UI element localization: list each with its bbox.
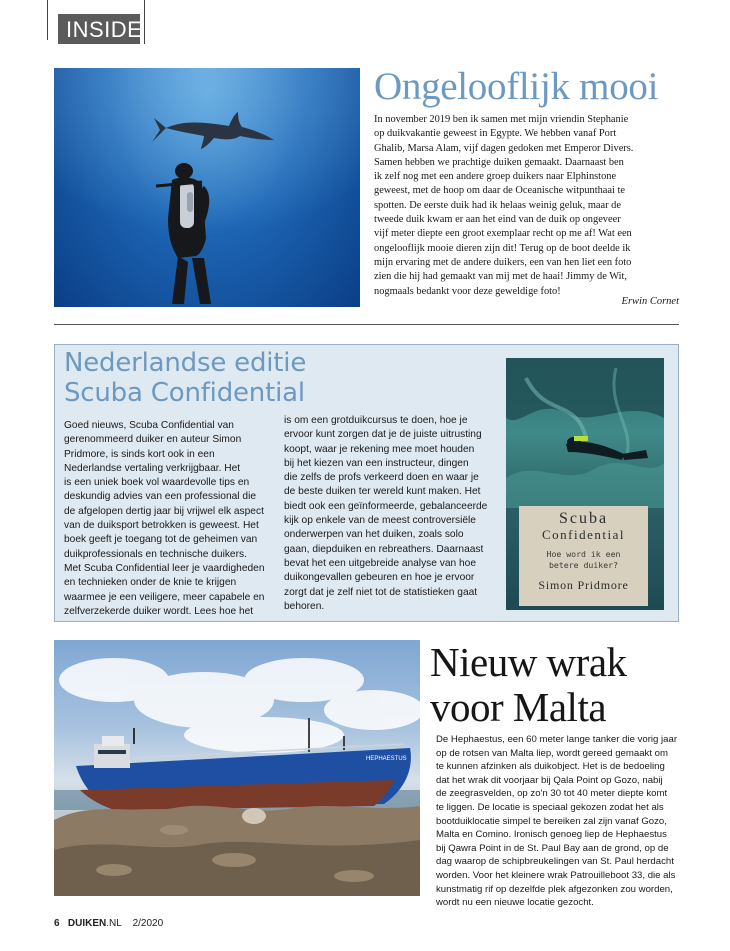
text-line: op de rotsen van Malta liep, wordt gereed gemaakt om: [436, 747, 668, 759]
section-rule: [144, 0, 145, 44]
text-line: bij Qawra Point in de St. Paul Bay aan de grond, op de: [436, 842, 669, 854]
text-line: te liggen. De locatie is speciaal gekozen zodat het als: [436, 801, 664, 813]
article-body: [436, 733, 681, 910]
text-line: ik zelf nog met een andere groep duikers naar Elphinstone: [374, 171, 617, 183]
box-column-1: [64, 419, 274, 619]
text-line: waarmee je een veiligere, meer capabele en: [64, 591, 265, 603]
text-line: In november 2019 ben ik samen met mijn vriendin Stephanie: [374, 114, 629, 125]
text-line: worden. Voor het kleinere wrak Patrouilleboot 33, die als: [436, 869, 676, 881]
article-title-line2: voor Malta: [430, 684, 607, 730]
text-line: de zeegrasvelden, op zo'n 30 tot 40 meter diepte komt: [436, 788, 668, 800]
text-line: de beste duiken ter wereld kunt maken. Het: [284, 486, 481, 498]
box-title-line2: Scuba Confidential: [64, 378, 305, 408]
text-line: is een uniek boek vol waardevolle tips en: [64, 477, 250, 489]
text-line: mijn ervaring met de andere duikers, een van hen liet een foto: [374, 256, 632, 268]
magazine-name: DUIKEN: [67, 918, 107, 929]
text-line: van de duiksport betrokken is geweest. Het: [64, 520, 259, 532]
text-line: gaan, diepduiken en rebreathers. Daarnaast: [284, 543, 484, 555]
shark-diver-photo: [54, 68, 360, 307]
text-line: wordt nu een nieuwe locatie gezocht.: [436, 897, 594, 909]
text-line: en technieken onder de knie te krijgen: [64, 577, 237, 589]
box-title-line1: Nederlandse editie: [64, 348, 307, 378]
text-line: Pridmore, is sinds kort ook in een: [64, 448, 215, 460]
text-line: deskundig advies van een professional die: [64, 491, 256, 503]
text-line: Goed nieuws, Scuba Confidential van: [64, 420, 234, 431]
book-subtitle-line: Hoe word ik een: [546, 549, 621, 559]
book-title-line1: Scuba: [558, 510, 609, 527]
article-body: [374, 113, 679, 299]
book-subtitle: [519, 549, 648, 571]
page-footer: [54, 918, 163, 929]
text-line: Ghalib, Marsa Alam, vijf dagen gedoken met Emperor Divers.: [374, 142, 634, 154]
divider: [54, 324, 679, 325]
section-label: INSIDE: [66, 17, 143, 42]
text-line: te kunnen afzinken als duikobject. Het is de bedoeling: [436, 761, 665, 773]
margin-rule: [47, 0, 48, 40]
text-line: Nederlandse vertaling verkrijgbaar. Het: [64, 462, 241, 474]
text-line: De Hephaestus, een 60 meter lange tanker die vorig jaar: [436, 734, 678, 745]
article-title-line1: Nieuw wrak: [430, 639, 627, 685]
issue-number: 2/2020: [132, 918, 164, 929]
text-line: zorgt dat je zelf niet tot de statistieken gaat: [284, 586, 478, 598]
text-line: zien die hij had gemaakt van mij met de haai! Jimmy de Wit,: [374, 271, 628, 283]
page-number: 6: [54, 918, 60, 929]
article-title: Ongelooflijk mooi: [374, 65, 659, 108]
text-line: duikongevallen gebeuren en hoe je ervoor: [284, 572, 475, 584]
text-line: Met Scuba Confidential leer je vaardigheden: [64, 562, 265, 574]
text-line: op duikvakantie geweest in Egypte. We hebben vanaf Port: [374, 128, 617, 140]
text-line: duikprofessionals en technische duikers.: [64, 548, 247, 560]
text-line: bevat het een uitgebreide analyse van hoe: [284, 557, 477, 569]
text-line: is om een grotduikcursus te doen, hoe je: [284, 415, 468, 426]
text-line: Malta en Comino. Ironisch genoeg liep de Hephaestus: [436, 829, 667, 841]
text-line: nogmaals bedankt voor deze geweldige foto!: [374, 285, 561, 297]
text-line: dat het wrak dit voorjaar bij Qala Point op Gozo, nabij: [436, 774, 663, 786]
text-line: koopt, waar je rekening mee moet houden: [284, 443, 475, 455]
text-line: ongelooflijk mooie dieren zijn dit! Terug op de boot deelde ik: [374, 242, 631, 254]
book-subtitle-line: betere duiker?: [548, 560, 618, 570]
text-line: die zelfs de profs verkeerd doen en waar je: [284, 472, 479, 484]
book-author: Simon Pridmore: [538, 578, 629, 592]
wreck-photo: [54, 640, 420, 896]
text-line: boek geeft je toegang tot de geheimen van: [64, 534, 258, 546]
text-line: vijf meter diepte een groot exemplaar recht op me af! Wat een: [374, 228, 632, 240]
text-line: biedt ook een geïnformeerde, gebalanceerde: [284, 500, 488, 512]
text-line: zelfverzekerde duiker wordt. Lees hoe het: [64, 605, 254, 617]
text-line: behoren.: [284, 600, 325, 612]
magazine-suffix: .NL: [106, 918, 122, 929]
text-line: kijk op enkele van de meest controversiële: [284, 515, 476, 527]
text-line: spotten. De eerste duik had ik helaas weinig geluk, maar de: [374, 199, 621, 211]
text-line: de afgelopen dertig jaar bij vrijwel elk aspect: [64, 505, 264, 517]
text-line: dag waarop de schipbreukelingen van St. Paul herdacht: [436, 856, 674, 868]
text-line: Samen hebben we prachtige duiken gemaakt. Daarnaast ben: [374, 156, 624, 168]
text-line: tweede duik kwam er aan het eind van de duik op ongeveer: [374, 214, 621, 226]
text-line: bootduiklocatie simpel te bereiken zal zijn vanaf Gozo,: [436, 815, 667, 827]
ship-name-text: HEPHAESTUS: [366, 756, 407, 762]
text-line: geweest, met de hoop om daar de Oceanische witpunthaai te: [374, 185, 626, 197]
text-line: kunstmatig rif op dezelfde plek afgezonken zou worden,: [436, 883, 673, 895]
text-line: bij het kiezen van een instructeur, dingen: [284, 457, 469, 469]
author-signature: Erwin Cornet: [621, 296, 679, 307]
box-column-2: [284, 414, 496, 614]
text-line: gerenommeerd duiker en auteur Simon: [64, 434, 242, 446]
book-title-line2: Confidential: [542, 527, 625, 542]
text-line: ervoor kunt zorgen dat je de juiste uitrusting: [284, 429, 482, 441]
text-line: onderwerpen van het duiken, zoals solo: [284, 529, 464, 541]
